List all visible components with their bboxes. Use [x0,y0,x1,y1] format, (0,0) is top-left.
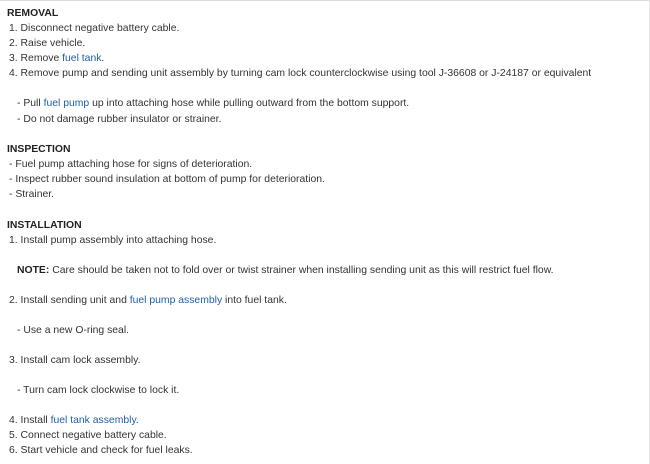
removal-step-4: 4. Remove pump and sending unit assembly by turning cam lock counterclockwise using tool J-36608 or J-24187 or equivalent [9,68,592,79]
inspection-item-1: - Fuel pump attaching hose for signs of deterioration. [9,159,253,170]
note-label: NOTE: [17,265,50,276]
inspection-heading: INSPECTION [7,144,71,155]
top-divider [0,0,650,1]
removal-substep-1 [17,97,409,110]
installation-step-2-substep: - Use a new O-ring seal. [17,325,130,336]
installation-step-2-suffix: into fuel tank. [222,295,287,306]
removal-heading: REMOVAL [7,8,59,19]
fuel-pump-assembly-link[interactable]: fuel pump assembly [129,295,223,306]
removal-step-2: 2. Raise vehicle. [9,38,86,49]
installation-step-4 [9,414,139,427]
removal-step-3-suffix: . [101,53,105,64]
installation-step-5: 5. Connect negative battery cable. [9,430,167,441]
installation-step-6: 6. Start vehicle and check for fuel leaks. [9,445,193,456]
removal-substep-1-text: - Pull [17,98,44,109]
installation-heading: INSTALLATION [7,220,82,231]
removal-step-1: 1. Disconnect negative battery cable. [9,23,180,34]
inspection-item-3: - Strainer. [9,189,55,200]
installation-step-3-substep: - Turn cam lock clockwise to lock it. [17,385,180,396]
installation-step-2 [9,294,287,307]
fuel-tank-link[interactable]: fuel tank [62,53,102,64]
removal-step-3-text: 3. Remove [9,53,63,64]
inspection-item-2: - Inspect rubber sound insulation at bottom of pump for deterioration. [9,174,325,185]
installation-step-3: 3. Install cam lock assembly. [9,355,141,366]
removal-step-3 [9,52,104,65]
installation-step-4-text: 4. Install [9,415,51,426]
installation-note [17,264,554,277]
installation-step-2-text: 2. Install sending unit and [9,295,130,306]
fuel-tank-assembly-link[interactable]: fuel tank assembly [50,415,136,426]
installation-step-1: 1. Install pump assembly into attaching hose. [9,235,217,246]
removal-substep-1-suffix: up into attaching hose while pulling outward from the bottom support. [89,98,410,109]
fuel-pump-link[interactable]: fuel pump [43,98,90,109]
note-text: Care should be taken not to fold over or twist strainer when installing sending unit as this will restrict fuel flow. [49,265,554,276]
removal-substep-2: - Do not damage rubber insulator or strainer. [17,114,222,125]
installation-step-4-suffix: . [135,415,139,426]
